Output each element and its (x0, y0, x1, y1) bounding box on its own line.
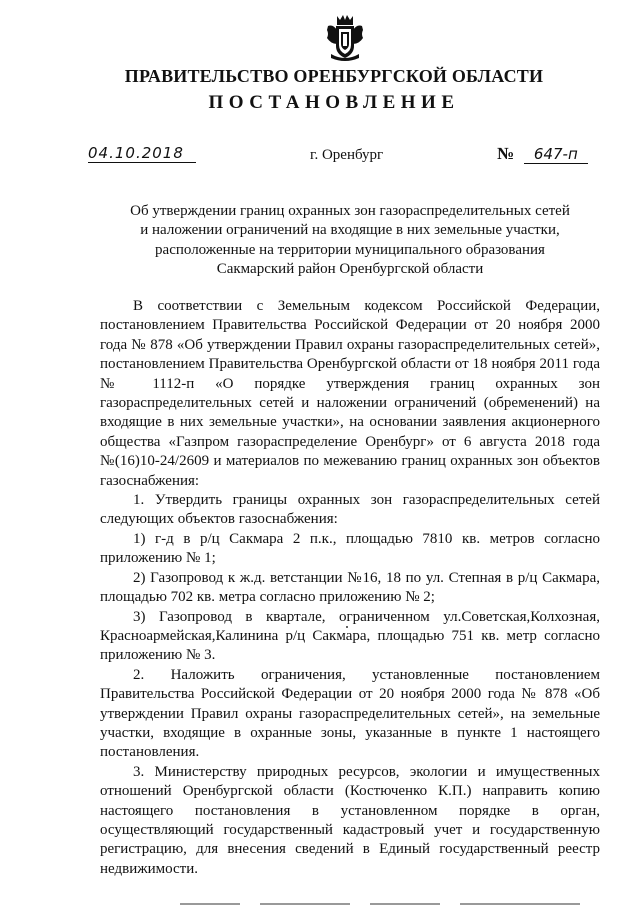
body-paragraph-item-1: 1. Утвердить границы охранных зон газораспределительных сетей следующих объектов газоснабжения: (100, 492, 600, 528)
document-type: ПОСТАНОВЛЕНИЕ (208, 92, 460, 113)
number-label: № (497, 144, 515, 163)
body-paragraph-subitem-3: 3) Газопровод в квартале, ограниченном ул.Советская,Колхозная, Красноармейская,Калинина р/ц Сакмара, площадью 751 кв. метр согласно приложению № 3. (100, 608, 600, 664)
subject-line: расположенные на территории муниципального образования (155, 241, 545, 258)
subject-line: и наложении ограничений на входящие в них земельные участки, (140, 222, 560, 239)
body-paragraph-preamble: В соответствии с Земельным кодексом Российской Федерации, постановлением Правительства Российской Федерации от 20 ноября 2000 года № 878 «Об утверждении Правил охраны газораспределительных сетей», постановлением Правительства Оренбургской области от 18 ноября 2011 года № 1112-п «О порядке утверждения границ охранных зон газораспределительных сетей и наложении ограничений (обременений) на входящие в них земельные участки», на основании заявления акционерного общества «Газпром газораспределение Оренбург» от 6 августа 2018 года №(16)10-24/2609 и материалов по межеванию границ охранных зон объектов газоснабжения: (100, 298, 600, 489)
body-paragraph-item-3: 3. Министерству природных ресурсов, экологии и имущественных отношений Оренбургской области (Костюченко К.П.) направить копию настоящего постановления в установленном порядке в орган, осуществляющий государственный кадастровый учет и государственную регистрацию, для внесения сведений в Единый государственный реестр недвижимости. (100, 763, 600, 877)
body-paragraph-subitem-1: 1) г-д в р/ц Сакмара 2 п.к., площадью 7810 кв. метров согласно приложению № 1; (100, 530, 600, 567)
government-name: ПРАВИТЕЛЬСТВО ОРЕНБУРГСКОЙ ОБЛАСТИ (124, 66, 544, 86)
subject-line: Сакмарский район Оренбургской области (216, 260, 484, 277)
body-paragraph-subitem-2: 2) Газопровод к ж.д. ветстанции №16, 18 по ул. Степная в р/ц Сакмара, площадью 702 кв. метра согласно приложению № 2; (100, 569, 600, 606)
number-value: 647-п (524, 145, 588, 164)
document-number (497, 144, 597, 164)
document-city: г. Оренбург (310, 147, 384, 163)
subject-line: Об утверждении границ охранных зон газораспределительных сетей (130, 203, 570, 219)
coat-of-arms-icon (325, 14, 365, 62)
cut-off-next-line (180, 896, 600, 905)
document-subject (100, 202, 600, 279)
document-date: 04.10.2018 (88, 144, 196, 163)
body-paragraph-item-2: 2. Наложить ограничения, установленные постановлением Правительства Российской Федерации от 20 ноября 2000 года № 878 «Об утверждении Правил охраны газораспределительных сетей», на земельные участки, входящие в охранные зоны, указанные в пункте 1 настоящего постановления. (100, 666, 600, 761)
scan-speck (346, 626, 348, 628)
document-meta (0, 144, 640, 170)
document-body (100, 297, 600, 879)
